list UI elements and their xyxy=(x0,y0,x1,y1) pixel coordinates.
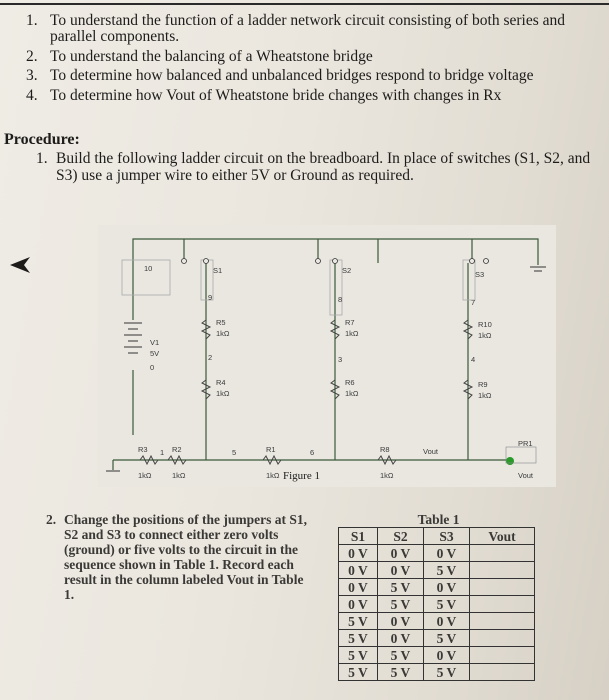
cell-s2: 5 V xyxy=(378,647,424,664)
table-row xyxy=(339,664,535,681)
cell-s1: 5 V xyxy=(339,664,378,681)
cell-s1: 0 V xyxy=(339,596,378,613)
header-vout: Vout xyxy=(470,528,535,545)
label-node4: 4 xyxy=(471,355,476,364)
cell-vout[interactable] xyxy=(470,630,535,647)
cell-s2: 0 V xyxy=(378,630,424,647)
label-r5: R5 xyxy=(216,318,226,327)
label-s1: S1 xyxy=(213,266,223,275)
objective-number: 2. xyxy=(26,48,38,65)
cell-s3: 5 V xyxy=(424,562,470,579)
objective-number: 1. xyxy=(26,12,38,29)
label-r2: R2 xyxy=(172,445,182,454)
objective-1 xyxy=(26,13,601,47)
cell-s1: 5 V xyxy=(339,613,378,630)
label-v1: V1 xyxy=(150,338,160,347)
ground-symbols xyxy=(106,267,546,471)
label-r3-value: 1kΩ xyxy=(138,471,152,480)
battery-symbol xyxy=(124,323,142,353)
cell-vout[interactable] xyxy=(470,596,535,613)
table-row xyxy=(339,545,535,562)
cell-vout[interactable] xyxy=(470,647,535,664)
cell-s1: 5 V xyxy=(339,647,378,664)
cell-s1: 0 V xyxy=(339,545,378,562)
label-r6-value: 1kΩ xyxy=(345,389,359,398)
cell-vout[interactable] xyxy=(470,545,535,562)
cell-s3: 5 V xyxy=(424,630,470,647)
step-text: Build the following ladder circuit on the breadboard. In place of switches (S1, S2, and S3) use a jumper wire to either 5V or Ground as required. xyxy=(56,150,591,184)
label-r7: R7 xyxy=(345,318,355,327)
objective-text: To determine how Vout of Wheatstone bride changes with changes in Rx xyxy=(50,87,502,104)
cell-s2: 0 V xyxy=(378,562,424,579)
cell-s1: 5 V xyxy=(339,630,378,647)
label-r8: R8 xyxy=(380,445,390,454)
table-row xyxy=(339,596,535,613)
label-node5: 5 xyxy=(232,448,237,457)
cell-s1: 0 V xyxy=(339,579,378,596)
table-row xyxy=(339,613,535,630)
cell-s3: 0 V xyxy=(424,579,470,596)
header-s2: S2 xyxy=(378,528,424,545)
cell-s2: 5 V xyxy=(378,579,424,596)
cell-s2: 5 V xyxy=(378,596,424,613)
label-v1-value: 5V xyxy=(150,349,160,358)
label-r1: R1 xyxy=(266,445,276,454)
resistor-symbols xyxy=(140,320,472,464)
step-number: 2. xyxy=(46,512,57,527)
label-r5-value: 1kΩ xyxy=(216,329,230,338)
table-header-row xyxy=(339,528,535,545)
table-1 xyxy=(338,511,535,681)
cell-s1: 0 V xyxy=(339,562,378,579)
label-r2-value: 1kΩ xyxy=(172,471,186,480)
label-node2: 2 xyxy=(208,353,213,362)
step-number: 1. xyxy=(36,150,48,167)
cursor-arrow-icon xyxy=(8,255,36,275)
objective-4 xyxy=(26,88,601,105)
objective-2 xyxy=(26,49,601,66)
cell-s3: 5 V xyxy=(424,596,470,613)
objective-text: To determine how balanced and unbalanced bridges respond to bridge voltage xyxy=(50,67,534,84)
table-row xyxy=(339,579,535,596)
header-s3: S3 xyxy=(424,528,470,545)
label-s3: S3 xyxy=(475,270,485,279)
cell-s2: 0 V xyxy=(378,545,424,562)
ladder-circuit-figure xyxy=(98,225,556,487)
label-node9: 9 xyxy=(208,293,213,302)
cell-vout[interactable] xyxy=(470,613,535,630)
switch-contacts xyxy=(182,259,489,264)
cell-vout[interactable] xyxy=(470,579,535,596)
header-s1: S1 xyxy=(339,528,378,545)
cell-s3: 0 V xyxy=(424,545,470,562)
step-text: Change the positions of the jumpers at S1, S2 and S3 to connect either zero volts (ground) or five volts to the circuit in the sequence shown in Table 1. Record each result in the column labeled Vout in Table 1. xyxy=(64,512,308,602)
table-row xyxy=(339,647,535,664)
label-r7-value: 1kΩ xyxy=(345,329,359,338)
label-node3: 3 xyxy=(338,355,343,364)
cell-s2: 0 V xyxy=(378,613,424,630)
label-r4: R4 xyxy=(216,378,226,387)
label-pr1: PR1 xyxy=(518,439,533,448)
label-r1-value: 1kΩ xyxy=(266,471,280,480)
label-node0: 0 xyxy=(150,363,155,372)
label-node8: 8 xyxy=(338,295,343,304)
figure-caption: Figure 1 xyxy=(283,470,320,482)
table-title: Table 1 xyxy=(339,511,470,528)
label-r10-value: 1kΩ xyxy=(478,331,492,340)
cell-s3: 0 V xyxy=(424,613,470,630)
label-vout: Vout xyxy=(423,447,439,456)
label-r10: R10 xyxy=(478,320,492,329)
label-r9-value: 1kΩ xyxy=(478,391,492,400)
table-row xyxy=(339,630,535,647)
table-row xyxy=(339,562,535,579)
cell-vout[interactable] xyxy=(470,664,535,681)
label-r3: R3 xyxy=(138,445,148,454)
label-node1: 1 xyxy=(160,448,165,457)
cell-s3: 5 V xyxy=(424,664,470,681)
label-s2: S2 xyxy=(342,266,352,275)
probe-marker xyxy=(506,457,514,465)
label-node6: 6 xyxy=(310,448,315,457)
objective-text: To understand the balancing of a Wheatstone bridge xyxy=(50,48,373,65)
cell-vout[interactable] xyxy=(470,562,535,579)
objective-3 xyxy=(26,68,601,85)
procedure-heading: Procedure: xyxy=(4,131,80,148)
label-r4-value: 1kΩ xyxy=(216,389,230,398)
cell-s3: 0 V xyxy=(424,647,470,664)
objective-number: 3. xyxy=(26,67,38,84)
label-r9: R9 xyxy=(478,380,488,389)
label-r6: R6 xyxy=(345,378,355,387)
top-rule xyxy=(0,3,609,5)
label-r8-value: 1kΩ xyxy=(380,471,394,480)
label-node7: 7 xyxy=(471,298,476,307)
label-node10: 10 xyxy=(144,264,153,273)
label-vout-probe: Vout xyxy=(518,471,534,480)
objective-text: To understand the function of a ladder network circuit consisting of both series and parallel components. xyxy=(50,12,566,45)
cell-s2: 5 V xyxy=(378,664,424,681)
objective-number: 4. xyxy=(26,87,38,104)
